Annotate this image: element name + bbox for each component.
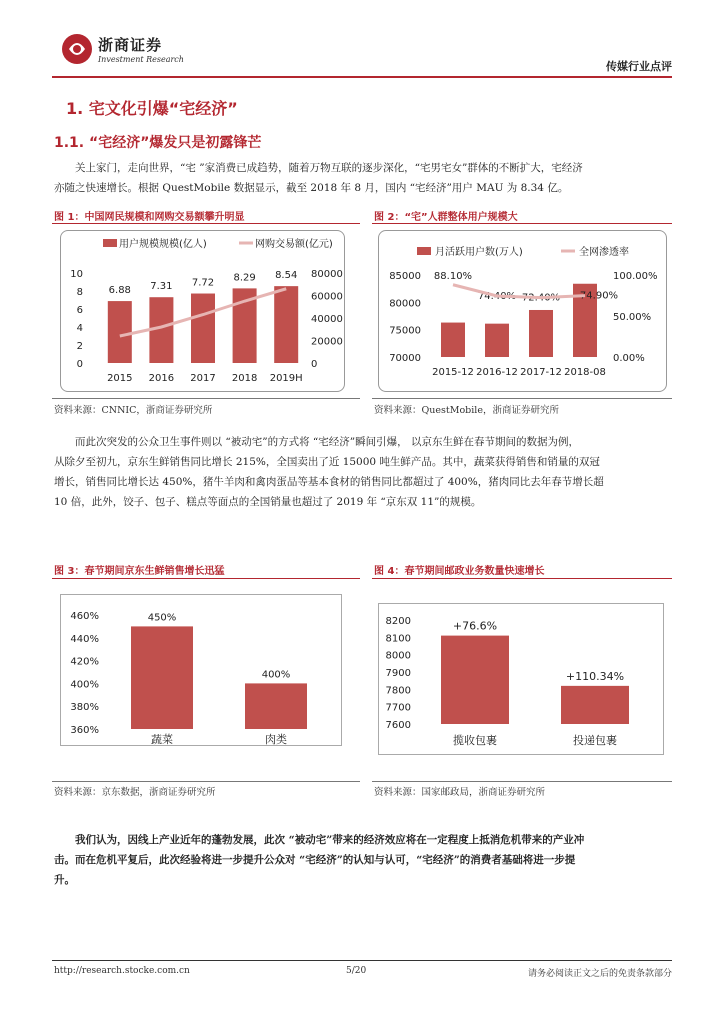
p2-line4: 10 倍，此外，饺子、包子、糕点等面点的全国销量也超过了 2019 年 “京东双 11”的规模。 [54, 496, 482, 508]
fig4-x-tick: 投递包裹 [573, 734, 617, 747]
fig1-x-tick: 2019H [269, 373, 303, 384]
fig2-legend-bar-label: 月活跃用户数(万人) [435, 247, 523, 258]
fig3-y-tick: 440% [70, 633, 99, 645]
fig1-x-tick: 2015 [107, 373, 133, 384]
logo-icon [60, 32, 94, 66]
fig2-left-tick: 80000 [389, 298, 421, 310]
fig2-source: 资料来源：QuestMobile，浙商证券研究所 [374, 405, 559, 416]
fig1-legend-bar-swatch [103, 239, 117, 247]
footer-disclaimer: 请务必阅读正文之后的免责条款部分 [527, 969, 672, 979]
page-number: 5/20 [346, 966, 367, 976]
fig1-left-tick: 8 [76, 287, 83, 298]
fig1-title: 图 1：中国网民规模和网购交易额攀升明显 [54, 212, 245, 223]
p3-line2: 击。而在危机平复后，此次经验将进一步提升公众对 “宅经济”的认知与认可，“宅经济”的消费者基础将进一步提 [54, 854, 576, 866]
fig1-left-tick: 6 [76, 305, 83, 316]
fig1-title-rule [52, 223, 360, 224]
header-divider [52, 76, 672, 78]
fig1-bar [191, 294, 215, 363]
fig1-source: 资料来源：CNNIC，浙商证券研究所 [54, 405, 213, 416]
fig3-y-tick: 360% [70, 725, 99, 736]
footer-divider [52, 960, 672, 961]
fig2-line-label: 74.90% [579, 290, 619, 302]
fig1-bar-label: 8.54 [275, 270, 298, 282]
fig1-left-tick: 10 [70, 269, 83, 280]
fig1-left-tick: 4 [76, 323, 83, 334]
fig4-y-tick: 8200 [385, 616, 411, 627]
paragraph-1 [54, 158, 672, 198]
fig2-right-tick: 50.00% [613, 312, 652, 323]
fig2-line-label: 88.10% [433, 270, 473, 282]
fig4-bar-label: +76.6% [452, 619, 498, 633]
fig4-chart [379, 604, 663, 754]
fig2-bar [441, 323, 465, 357]
fig1-right-tick: 40000 [311, 314, 343, 325]
paragraph-3 [54, 830, 672, 890]
subsection-title: 1.1. “宅经济”爆发只是初露锋芒 [54, 135, 262, 151]
fig3-x-tick: 蔬菜 [151, 733, 173, 745]
fig4-y-tick: 7600 [385, 720, 411, 731]
fig4-bar [561, 686, 629, 724]
p3-line1: 我们认为，因线上产业近年的蓬勃发展，此次 “被动宅”带来的经济效应将在一定程度上抵消危机带来的产业冲 [75, 834, 585, 846]
fig1-left-tick: 0 [76, 359, 83, 370]
fig2-chart-box [378, 230, 667, 392]
fig2-bar [529, 310, 553, 357]
fig2-left-tick: 75000 [389, 325, 421, 337]
fig1-right-tick: 60000 [311, 291, 343, 303]
fig4-source: 资料来源：国家邮政局，浙商证券研究所 [374, 787, 546, 798]
fig3-title-rule [52, 578, 360, 579]
fig2-left-tick: 70000 [389, 353, 421, 364]
p1-line2: 亦随之快速增长。根据 QuestMobile 数据显示，截至 2018 年 8 月，国内 “宅经济”用户 MAU 为 8.34 亿。 [54, 182, 569, 194]
section-title: 1. 宅文化引爆“宅经济” [66, 99, 238, 118]
fig1-x-tick: 2017 [190, 373, 216, 384]
report-type: 传媒行业点评 [606, 60, 672, 73]
fig4-chart-box [378, 603, 664, 755]
fig4-title: 图 4：春节期间邮政业务数量快速增长 [374, 566, 545, 577]
fig2-x-tick: 2018-08 [564, 367, 606, 378]
fig2-x-tick: 2015-12 [432, 367, 474, 378]
fig4-bar [441, 636, 509, 724]
logo-text: 浙商证券 [98, 36, 163, 54]
fig3-chart-box [60, 594, 342, 746]
fig1-legend-bar-label: 用户规模规模(亿人) [119, 239, 207, 250]
fig2-source-rule [372, 398, 672, 399]
fig2-legend-bar-swatch [417, 247, 431, 255]
footer-url[interactable]: http://research.stocke.com.cn [54, 966, 190, 976]
fig2-chart [379, 231, 666, 391]
fig3-source-rule [52, 781, 360, 782]
p2-line2: 从除夕至初九，京东生鲜销售同比增长 215%，全国卖出了近 15000 吨生鲜产品。其中，蔬菜获得销售和销量的双冠 [54, 456, 600, 468]
fig1-right-tick: 0 [311, 359, 318, 370]
fig1-right-tick: 20000 [311, 336, 343, 348]
fig2-bar [485, 324, 509, 357]
fig2-line-series [453, 285, 585, 298]
fig2-line-label: 72.40% [521, 292, 561, 304]
fig4-y-tick: 8100 [385, 633, 411, 645]
fig1-legend-line-label: 网购交易额(亿元) [255, 239, 333, 250]
fig3-y-tick: 400% [70, 679, 99, 691]
fig3-y-tick: 420% [70, 656, 99, 668]
fig4-title-rule [372, 578, 672, 579]
fig2-left-tick: 85000 [389, 271, 421, 282]
p2-line1: 而此次突发的公众卫生事件则以 “被动宅”的方式将 “宅经济”瞬间引爆， 以京东生鲜在春节期间的数据为例， [75, 436, 579, 448]
fig1-x-tick: 2018 [231, 373, 258, 384]
fig4-y-tick: 8000 [385, 650, 411, 662]
fig2-title-rule [372, 223, 672, 224]
fig2-line-label: 74.40% [477, 290, 517, 302]
fig3-bar [245, 683, 307, 729]
fig3-title: 图 3：春节期间京东生鲜销售增长迅猛 [54, 566, 225, 577]
fig3-chart [61, 595, 341, 745]
fig1-bar-label: 7.72 [191, 277, 215, 289]
fig2-right-tick: 0.00% [613, 353, 645, 364]
fig1-bar [108, 301, 132, 363]
fig3-bar-label: 450% [147, 612, 177, 624]
fig1-chart-box [60, 230, 345, 392]
fig1-bar [274, 286, 298, 363]
fig3-y-tick: 380% [70, 702, 99, 714]
fig4-y-tick: 7900 [385, 668, 411, 679]
fig1-left-tick: 2 [76, 341, 83, 352]
p3-line3: 升。 [54, 874, 75, 886]
fig4-y-tick: 7800 [385, 685, 411, 697]
fig3-source: 资料来源：京东数据，浙商证券研究所 [54, 787, 216, 798]
fig1-bar-label: 6.88 [108, 285, 131, 297]
p2-line3: 增长，销售同比增长达 450%，猪牛羊肉和禽肉蛋品等基本食材的销售同比都超过了 400%，猪肉同比去年春节增长超 [54, 476, 604, 488]
fig3-y-tick: 460% [70, 611, 99, 622]
fig3-bar [131, 626, 193, 729]
fig2-title: 图 2：“宅”人群整体用户规模大 [374, 212, 518, 223]
fig1-bar-label: 8.29 [233, 272, 256, 284]
fig3-x-tick: 肉类 [265, 733, 287, 745]
fig1-bar-label: 7.31 [150, 281, 173, 293]
p1-line1: 关上家门，走向世界，“宅 ”家消费已成趋势，随着万物互联的逐步深化，“宅男宅女”群体的不断扩大，宅经济 [75, 162, 583, 174]
fig3-bar-label: 400% [261, 669, 291, 681]
fig4-x-tick: 揽收包裹 [453, 734, 497, 747]
fig2-x-tick: 2016-12 [476, 367, 518, 378]
logo-subtext: Investment Research [98, 55, 184, 64]
fig1-right-tick: 80000 [311, 269, 343, 280]
fig1-chart [61, 231, 344, 391]
fig4-y-tick: 7700 [385, 702, 411, 714]
fig2-x-tick: 2017-12 [520, 367, 562, 378]
fig4-source-rule [372, 781, 672, 782]
paragraph-2 [54, 432, 672, 512]
fig1-x-tick: 2016 [148, 373, 175, 384]
fig4-bar-label: +110.34% [565, 669, 625, 683]
fig2-legend-line-label: 全网渗透率 [579, 247, 629, 258]
fig1-source-rule [52, 398, 360, 399]
fig2-right-tick: 100.00% [613, 271, 658, 282]
